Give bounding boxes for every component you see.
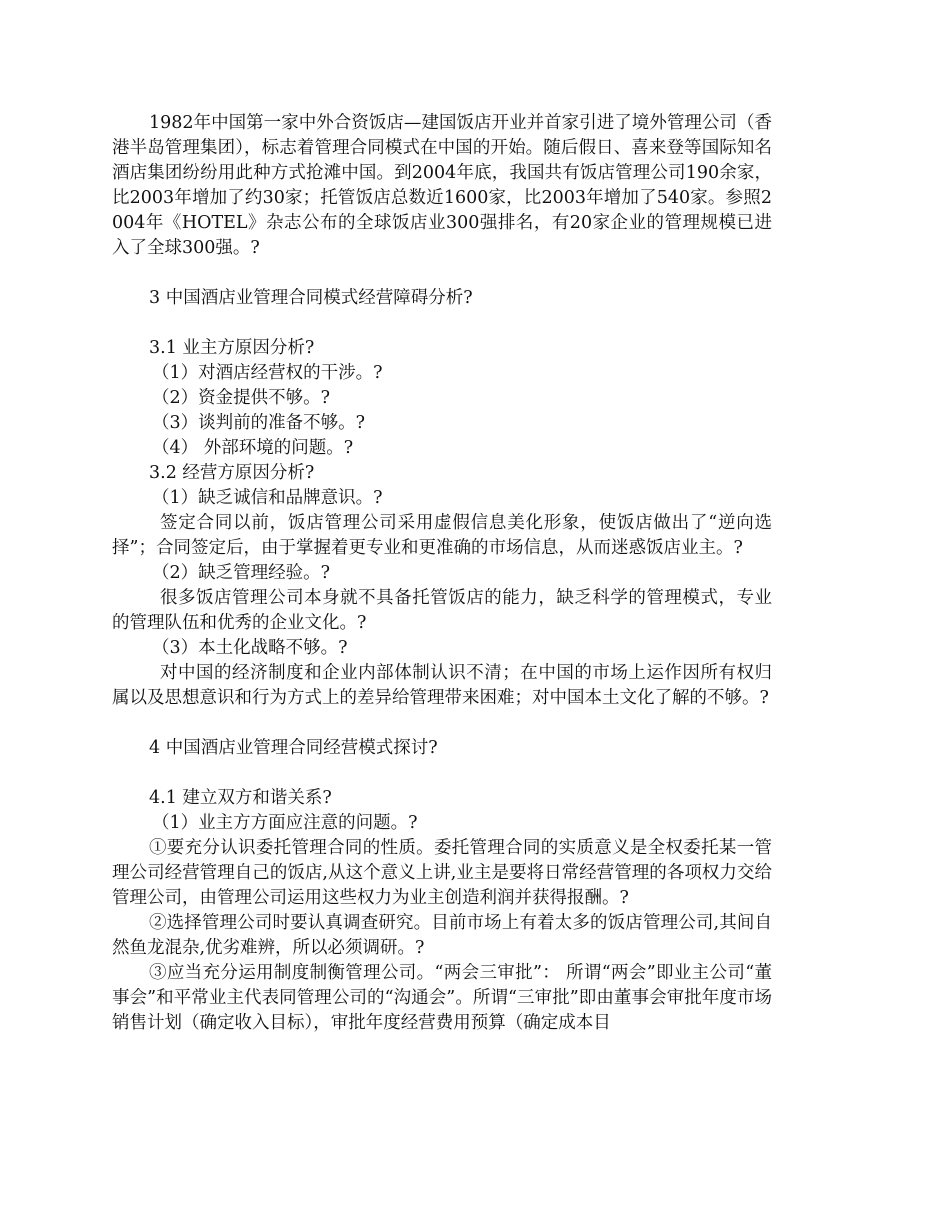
paragraph-body: 很多饭店管理公司本身就不具备托管饭店的能力，缺乏科学的管理模式，专业的管理队伍和优秀的企业文化。? [112,588,772,633]
list-item: （3）谈判前的准备不够。? [152,413,366,433]
document-page [112,111,772,1036]
list-item: （1）业主方方面应注意的问题。? [152,813,418,833]
subsection-heading-3-2: 3.2 经营方原因分析? [149,463,315,483]
blank-line [112,711,772,736]
subsection-heading-3-1: 3.1 业主方原因分析? [149,338,315,358]
paragraph-body: ①要充分认识委托管理合同的性质。委托管理合同的实质意义是全权委托某一管理公司经营管理自己的饭店,从这个意义上讲,业主是要将日常经营管理的各项权力交给管理公司，由管理公司运用这些权力为业主创造利润并获得报酬。? [112,838,772,908]
section-heading-4: 4 中国酒店业管理合同经营模式探讨? [149,738,438,758]
blank-line [112,261,772,286]
paragraph-body: ③应当充分运用制度制衡管理公司。“两会三审批”： 所谓“两会”即业主公司“董事会”和平常业主代表同管理公司的“沟通会”。所谓“三审批”即由董事会审批年度市场销售计划（确定收入目标），审批年度经营费用预算（确定成本目 [112,963,772,1033]
list-item: （2）资金提供不够。? [152,388,331,408]
list-item: （1）对酒店经营权的干涉。? [152,363,383,383]
subsection-heading-4-1: 4.1 建立双方和谐关系? [149,788,332,808]
paragraph-body: 签定合同以前，饭店管理公司采用虚假信息美化形象，使饭店做出了“逆向选择”；合同签定后，由于掌握着更专业和更准确的市场信息，从而迷惑饭店业主。? [112,513,772,558]
list-item: （4） 外部环境的问题。? [152,438,354,458]
blank-line [112,311,772,336]
list-item: （2）缺乏管理经验。? [152,563,331,583]
list-item: （3）本土化战略不够。? [152,638,348,658]
paragraph-body: 对中国的经济制度和企业内部体制认识不清；在中国的市场上运作因所有权归属以及思想意识和行为方式上的差异给管理带来困难；对中国本土文化了解的不够。? [112,663,772,708]
blank-line [112,761,772,786]
paragraph-body: ②选择管理公司时要认真调查研究。目前市场上有着太多的饭店管理公司,其间自然鱼龙混杂,优劣难辨，所以必须调研。? [112,913,772,958]
paragraph-intro: 1982年中国第一家中外合资饭店—建国饭店开业并首家引进了境外管理公司（香港半岛管理集团），标志着管理合同模式在中国的开始。随后假日、喜来登等国际知名酒店集团纷纷用此种方式抢滩中国。到2004年底，我国共有饭店管理公司190余家，比2003年增加了约30家；托管饭店总数近1600家，比2003年增加了540家。参照2004年《HOTEL》杂志公布的全球饭店业300强排名，有20家企业的管理规模已进入了全球300强。? [112,113,772,258]
section-heading-3: 3 中国酒店业管理合同模式经营障碍分析? [149,288,473,308]
list-item: （1）缺乏诚信和品牌意识。? [152,488,383,508]
